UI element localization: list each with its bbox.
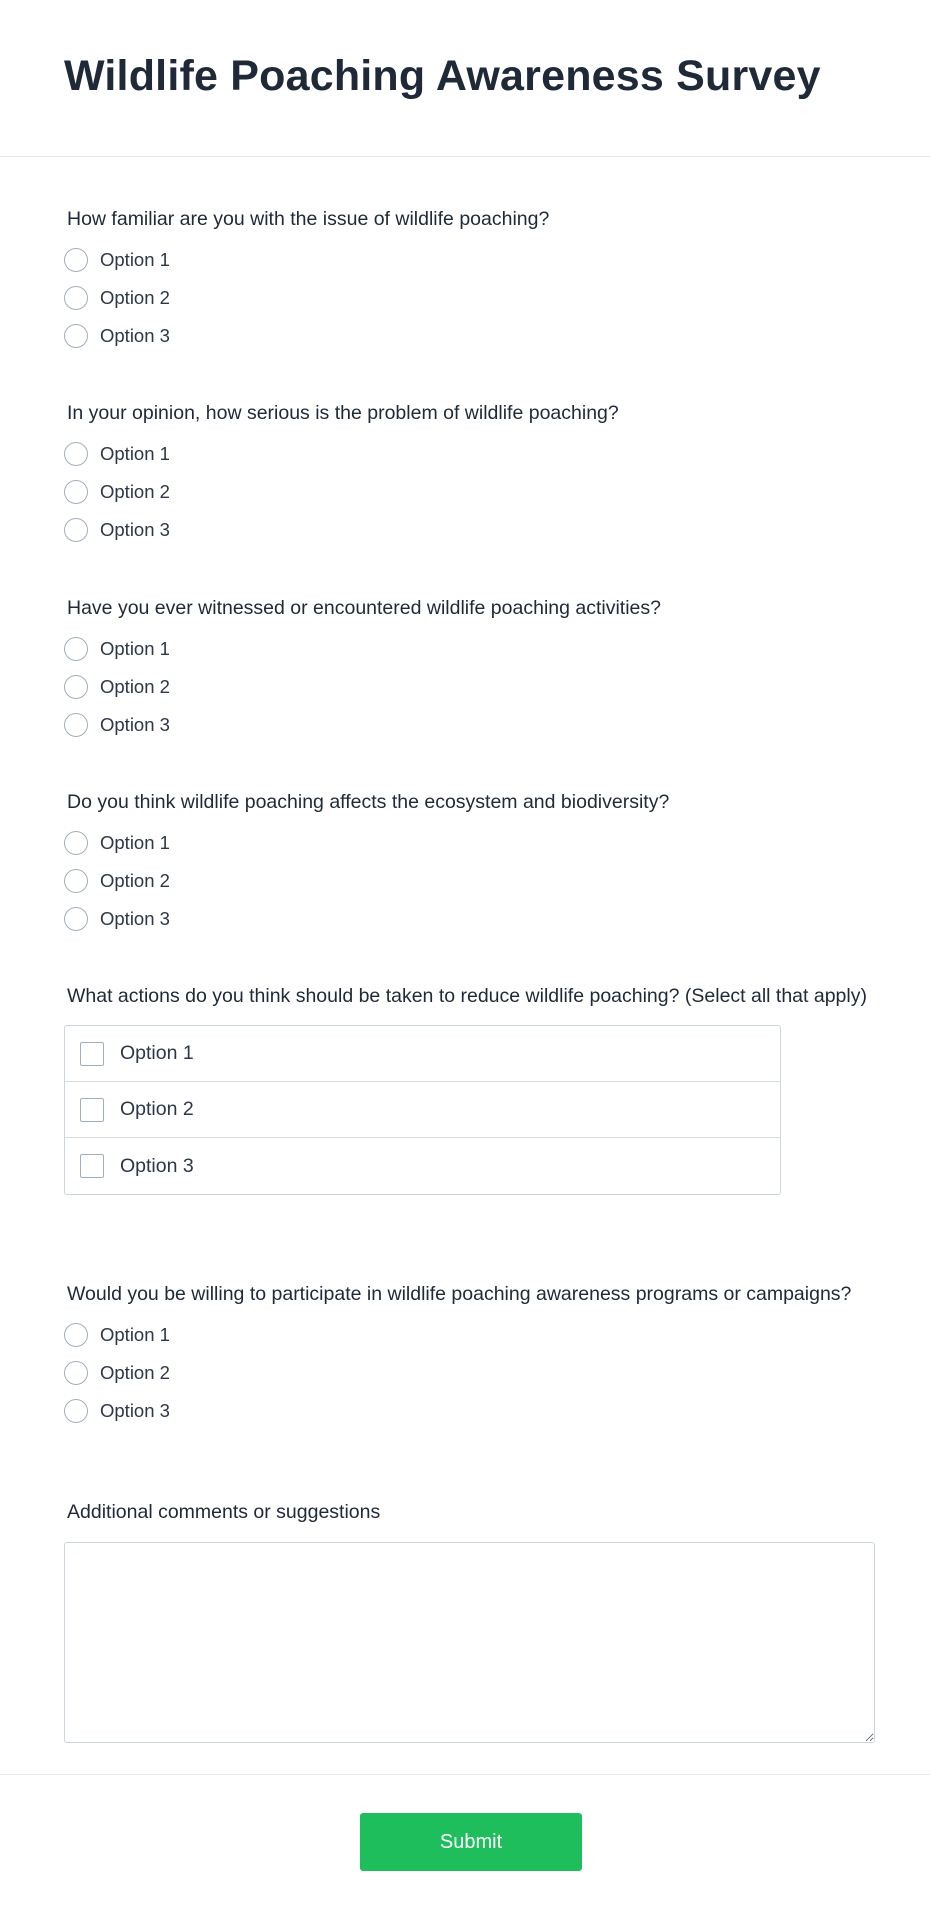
radio-button[interactable] — [64, 480, 88, 504]
radio-option-label: Option 3 — [100, 908, 170, 929]
radio-option-label: Option 2 — [100, 870, 170, 891]
radio-option-3[interactable] — [64, 317, 874, 355]
checkbox-option-3[interactable] — [65, 1138, 780, 1194]
checkbox-option-label: Option 3 — [120, 1154, 194, 1177]
radio-option-label: Option 2 — [100, 481, 170, 502]
radio-button[interactable] — [64, 324, 88, 348]
radio-option-label: Option 1 — [100, 832, 170, 853]
radio-group — [64, 1316, 874, 1430]
radio-button[interactable] — [64, 248, 88, 272]
radio-option-label: Option 1 — [100, 1324, 170, 1345]
question-3 — [64, 596, 874, 744]
question-6 — [64, 1282, 874, 1430]
radio-option-3[interactable] — [64, 511, 874, 549]
radio-option-3[interactable] — [64, 1392, 874, 1430]
radio-group — [64, 435, 874, 549]
submit-button[interactable]: Submit — [360, 1813, 582, 1871]
question-label: In your opinion, how serious is the problem of wildlife poaching? — [67, 402, 619, 424]
header — [0, 0, 930, 157]
radio-option-1[interactable] — [64, 824, 874, 862]
radio-button[interactable] — [64, 637, 88, 661]
comments-textarea[interactable] — [64, 1542, 875, 1743]
radio-group — [64, 824, 874, 938]
question-label: Would you be willing to participate in wildlife poaching awareness programs or campaigns? — [67, 1283, 852, 1305]
checkbox[interactable] — [80, 1098, 104, 1122]
radio-option-2[interactable] — [64, 862, 874, 900]
radio-option-3[interactable] — [64, 900, 874, 938]
question-2 — [64, 401, 874, 549]
radio-option-label: Option 1 — [100, 443, 170, 464]
radio-button[interactable] — [64, 518, 88, 542]
radio-button[interactable] — [64, 1361, 88, 1385]
radio-option-1[interactable] — [64, 435, 874, 473]
radio-option-label: Option 2 — [100, 287, 170, 308]
radio-group — [64, 241, 874, 355]
radio-option-2[interactable] — [64, 279, 874, 317]
radio-button[interactable] — [64, 675, 88, 699]
question-label: Do you think wildlife poaching affects the ecosystem and biodiversity? — [67, 791, 670, 813]
checkbox-group — [64, 1025, 781, 1195]
checkbox-option-label: Option 2 — [120, 1098, 194, 1120]
radio-option-2[interactable] — [64, 668, 874, 706]
radio-button[interactable] — [64, 1323, 88, 1347]
checkbox-option-1[interactable] — [65, 1026, 780, 1082]
question-7 — [64, 1500, 874, 1743]
radio-button[interactable] — [64, 1399, 88, 1423]
radio-option-label: Option 2 — [100, 676, 170, 697]
radio-option-2[interactable] — [64, 473, 874, 511]
checkbox[interactable] — [80, 1154, 104, 1178]
radio-option-label: Option 3 — [100, 519, 170, 540]
radio-button[interactable] — [64, 286, 88, 310]
radio-option-1[interactable] — [64, 1316, 874, 1354]
checkbox[interactable] — [80, 1042, 104, 1066]
radio-option-label: Option 1 — [100, 638, 170, 659]
page-title: Wildlife Poaching Awareness Survey — [64, 52, 821, 100]
question-1 — [64, 207, 874, 355]
radio-option-1[interactable] — [64, 241, 874, 279]
question-label: Additional comments or suggestions — [67, 1501, 381, 1523]
question-label: Have you ever witnessed or encountered wildlife poaching activities? — [67, 597, 661, 619]
radio-option-label: Option 1 — [100, 249, 170, 270]
radio-button[interactable] — [64, 713, 88, 737]
radio-option-3[interactable] — [64, 706, 874, 744]
radio-option-label: Option 3 — [100, 714, 170, 735]
radio-option-label: Option 3 — [100, 1400, 170, 1421]
radio-option-label: Option 2 — [100, 1362, 170, 1383]
question-4 — [64, 790, 874, 938]
checkbox-option-2[interactable] — [65, 1082, 780, 1138]
question-5 — [64, 984, 874, 1195]
radio-option-2[interactable] — [64, 1354, 874, 1392]
radio-button[interactable] — [64, 442, 88, 466]
radio-button[interactable] — [64, 907, 88, 931]
question-label: How familiar are you with the issue of wildlife poaching? — [67, 208, 550, 230]
question-label: What actions do you think should be taken to reduce wildlife poaching? (Select all that apply) — [67, 985, 867, 1007]
radio-option-1[interactable] — [64, 630, 874, 668]
radio-group — [64, 630, 874, 744]
checkbox-option-label: Option 1 — [120, 1042, 194, 1064]
radio-button[interactable] — [64, 869, 88, 893]
radio-option-label: Option 3 — [100, 325, 170, 346]
footer — [0, 1774, 930, 1853]
radio-button[interactable] — [64, 831, 88, 855]
